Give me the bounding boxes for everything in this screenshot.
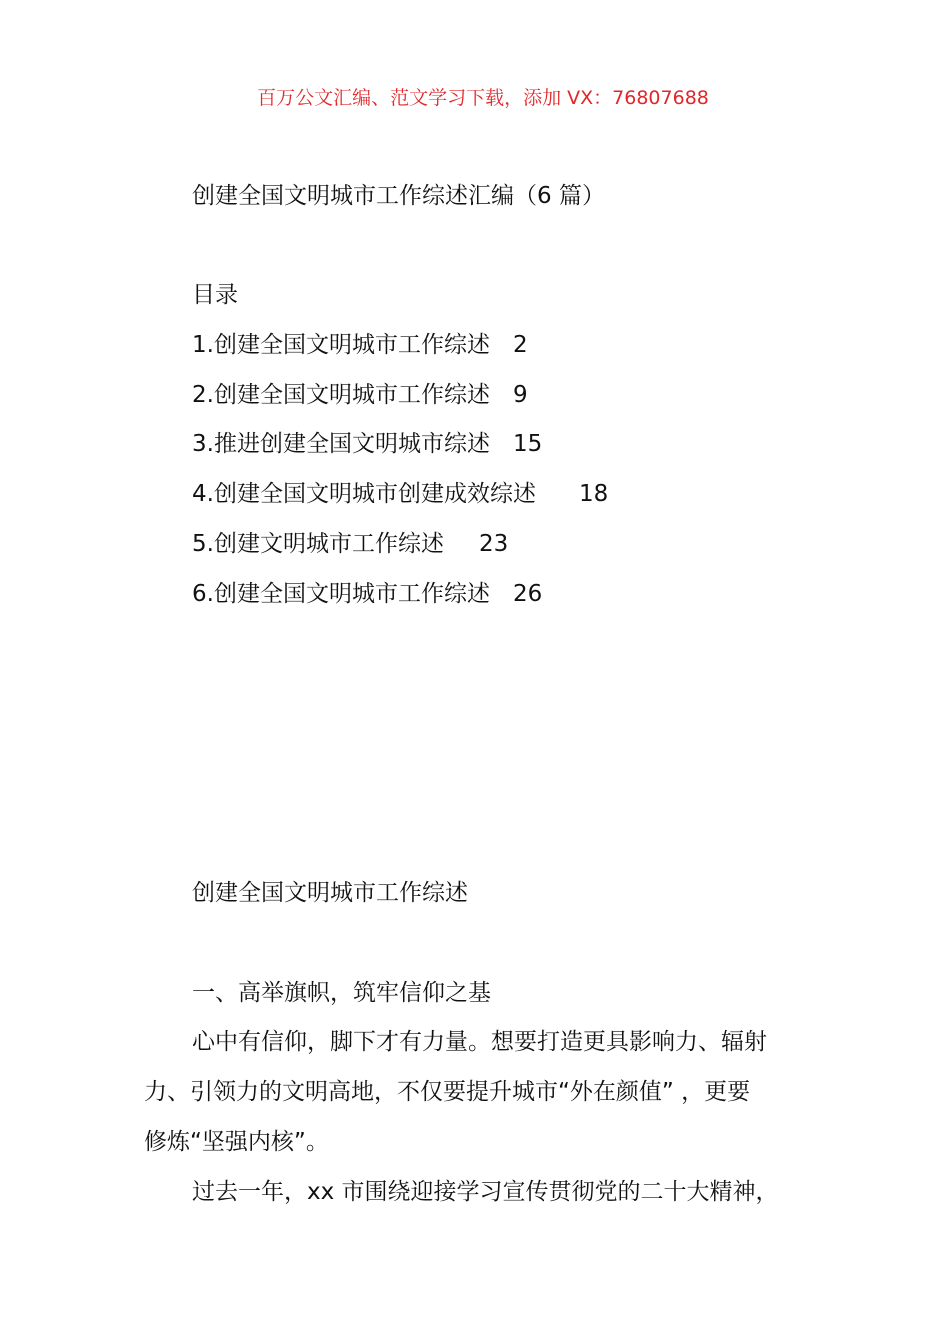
toc-item[interactable] [192, 380, 692, 410]
toc-item[interactable] [192, 479, 692, 509]
toc-item[interactable] [192, 579, 692, 609]
toc-item-page: 26 [513, 581, 543, 607]
toc-item[interactable] [192, 429, 692, 459]
toc-heading: 目录 [192, 282, 238, 308]
paragraph-line: 心中有信仰，脚下才有力量。想要打造更具影响力、辐射 [192, 1029, 767, 1055]
toc-item-label: 2.创建全国文明城市工作综述 [192, 382, 490, 408]
header-banner: 百万公文汇编、范文学习下载，添加 VX：76807688 [257, 87, 709, 109]
toc-item-label: 3.推进创建全国文明城市综述 [192, 431, 490, 457]
paragraph-line: 过去一年，xx 市围绕迎接学习宣传贯彻党的二十大精神， [192, 1179, 779, 1205]
toc-item-label: 6.创建全国文明城市工作综述 [192, 581, 490, 607]
document-title: 创建全国文明城市工作综述汇编（6 篇） [192, 183, 605, 209]
toc-item[interactable] [192, 330, 692, 360]
toc-item-label: 4.创建全国文明城市创建成效综述 [192, 481, 536, 507]
toc-item-page: 18 [579, 481, 609, 507]
toc-item-page: 15 [513, 431, 543, 457]
article-title: 创建全国文明城市工作综述 [192, 880, 468, 906]
section-heading: 一、高举旗帜，筑牢信仰之基 [192, 980, 491, 1006]
toc-item[interactable] [192, 529, 692, 559]
paragraph-line: 修炼“坚强内核”。 [144, 1129, 329, 1155]
paragraph-line: 力、引领力的文明高地，不仅要提升城市“外在颜值” ，更要 [144, 1079, 751, 1105]
toc-item-page: 2 [513, 332, 528, 358]
toc-item-label: 5.创建文明城市工作综述 [192, 531, 444, 557]
toc-item-page: 23 [479, 531, 509, 557]
toc-item-page: 9 [513, 382, 528, 408]
toc-item-label: 1.创建全国文明城市工作综述 [192, 332, 490, 358]
